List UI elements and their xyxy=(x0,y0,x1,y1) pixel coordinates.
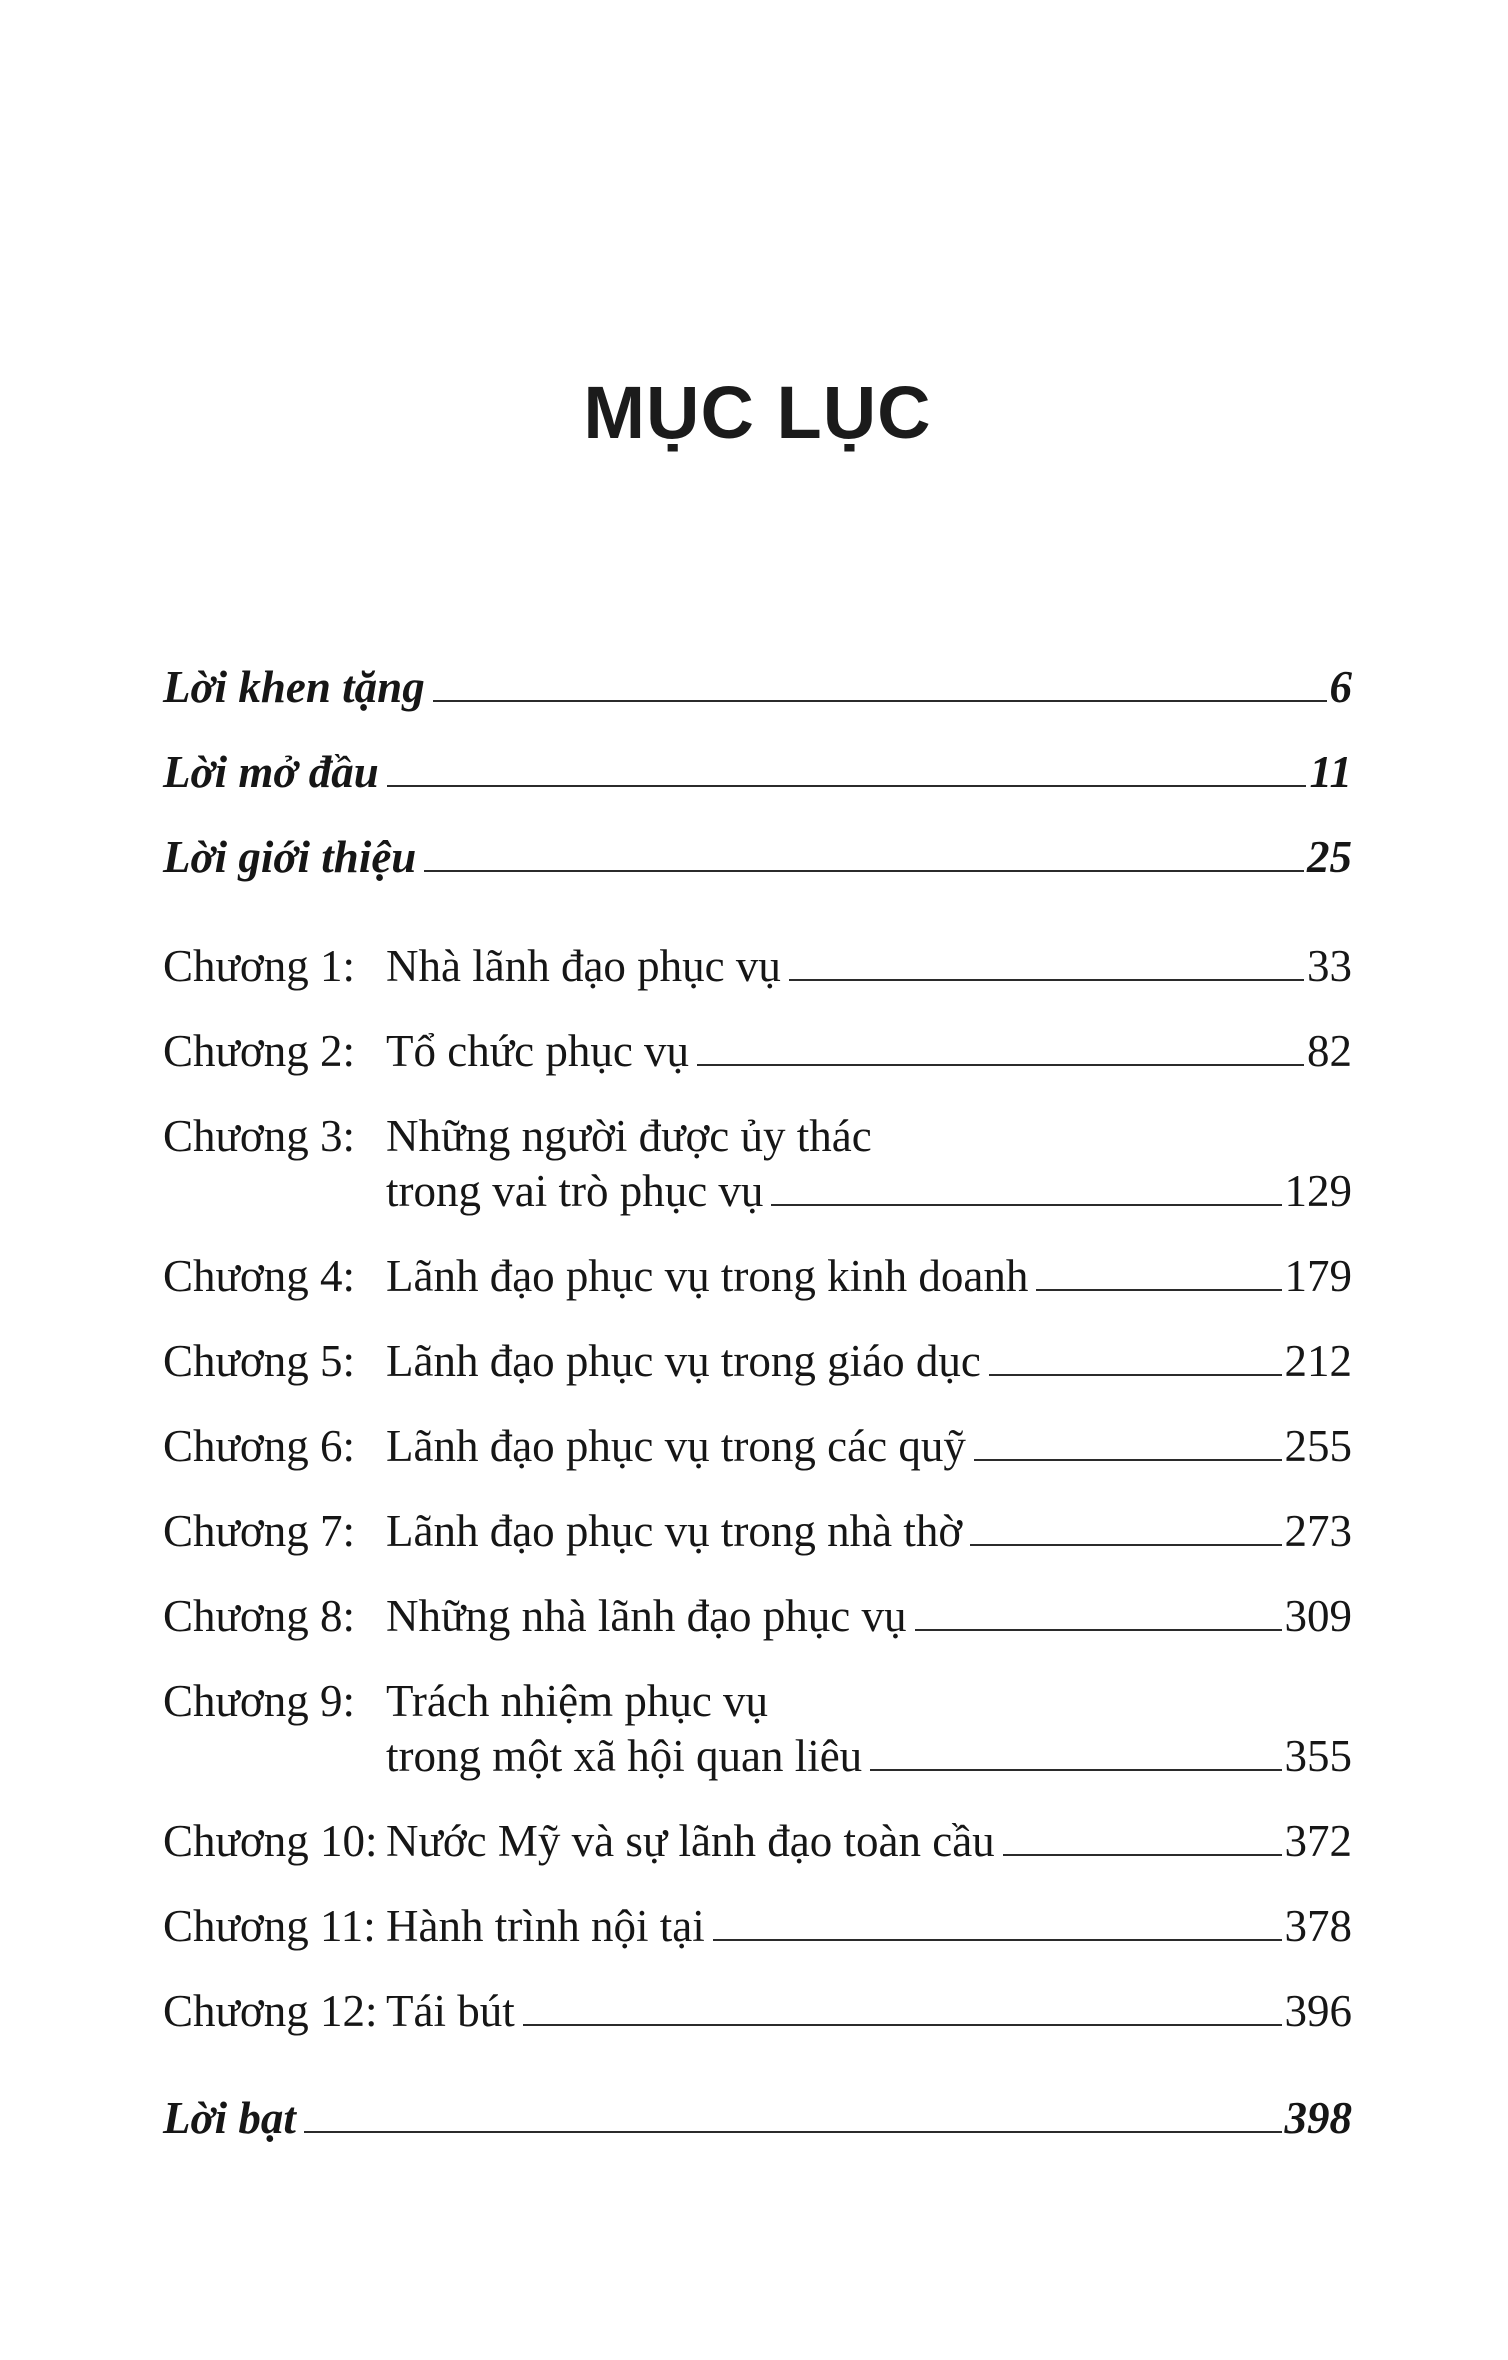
chapter-label: Chương 10: xyxy=(163,1816,378,1867)
chapter-title: Những nhà lãnh đạo phục vụ xyxy=(386,1591,907,1642)
leader-line xyxy=(304,2131,1282,2133)
toc-entry-page: 273 xyxy=(1284,1506,1352,1557)
chapter-label: Chương 1: xyxy=(163,941,355,992)
chapter-label: Chương 6: xyxy=(163,1421,355,1472)
toc-list xyxy=(163,660,1352,2176)
chapter-entry xyxy=(163,1504,1352,1559)
leader-line xyxy=(789,979,1304,981)
chapter-title-line2-row xyxy=(386,1164,1352,1219)
chapter-title: Lãnh đạo phục vụ trong các quỹ xyxy=(386,1421,966,1472)
leader-line xyxy=(387,785,1307,787)
chapter-entry xyxy=(163,939,1352,994)
chapter-entry xyxy=(163,1814,1352,1869)
toc-entry-page: 82 xyxy=(1307,1026,1352,1077)
toc-entry-label: Lời khen tặng xyxy=(163,662,425,713)
leader-line xyxy=(970,1544,1281,1546)
leader-line xyxy=(1003,1854,1282,1856)
chapter-title: Lãnh đạo phục vụ trong nhà thờ xyxy=(386,1506,963,1557)
chapter-label: Chương 11: xyxy=(163,1901,376,1952)
leader-line xyxy=(1036,1289,1281,1291)
chapter-label: Chương 5: xyxy=(163,1336,355,1387)
toc-entry-page: 11 xyxy=(1309,747,1352,798)
toc-entry xyxy=(163,830,1352,885)
toc-entry-page: 179 xyxy=(1284,1251,1352,1302)
leader-line xyxy=(713,1939,1282,1941)
toc-entry-label: Lời mở đầu xyxy=(163,747,379,798)
toc-entry-page: 398 xyxy=(1284,2093,1352,2144)
chapter-label: Chương 8: xyxy=(163,1591,355,1642)
chapter-title-line2-row xyxy=(386,1729,1352,1784)
toc-entry-page: 212 xyxy=(1284,1336,1352,1387)
chapters-group xyxy=(163,939,1352,2069)
chapter-entry xyxy=(163,1249,1352,1304)
chapter-title: Lãnh đạo phục vụ trong giáo dục xyxy=(386,1336,981,1387)
toc-entry-page: 396 xyxy=(1284,1986,1352,2037)
chapter-title: Tái bút xyxy=(386,1986,515,2037)
chapter-title-block xyxy=(386,1674,1352,1784)
chapter-entry xyxy=(163,1674,1352,1784)
chapter-title: Nước Mỹ và sự lãnh đạo toàn cầu xyxy=(386,1816,995,1867)
front-matter-group xyxy=(163,660,1352,915)
chapter-label: Chương 9: xyxy=(163,1676,355,1727)
leader-line xyxy=(870,1769,1281,1771)
chapter-entry xyxy=(163,1109,1352,1219)
chapter-label: Chương 12: xyxy=(163,1986,378,2037)
chapter-title: Nhà lãnh đạo phục vụ xyxy=(386,941,781,992)
leader-line xyxy=(424,870,1304,872)
toc-entry-page: 33 xyxy=(1307,941,1352,992)
page-title: MỤC LỤC xyxy=(583,371,932,454)
back-matter-group xyxy=(163,2091,1352,2176)
leader-line xyxy=(771,1204,1281,1206)
toc-entry xyxy=(163,660,1352,715)
chapter-entry xyxy=(163,1419,1352,1474)
toc-entry-page: 25 xyxy=(1307,832,1352,883)
chapter-entry xyxy=(163,1984,1352,2039)
chapter-label: Chương 2: xyxy=(163,1026,355,1077)
toc-entry-label: Lời bạt xyxy=(163,2093,296,2144)
chapter-title-line2: trong một xã hội quan liêu xyxy=(386,1731,863,1782)
toc-entry-page: 255 xyxy=(1284,1421,1352,1472)
chapter-title-block xyxy=(386,1109,1352,1219)
chapter-title: Hành trình nội tại xyxy=(386,1901,705,1952)
leader-line xyxy=(523,2024,1282,2026)
chapter-entry xyxy=(163,1334,1352,1389)
chapter-title: Tổ chức phục vụ xyxy=(386,1026,690,1077)
chapter-entry xyxy=(163,1899,1352,1954)
chapter-label: Chương 3: xyxy=(163,1111,355,1162)
leader-line xyxy=(433,700,1327,702)
toc-entry xyxy=(163,745,1352,800)
chapter-entry xyxy=(163,1024,1352,1079)
chapter-title-line1: Những người được ủy thác xyxy=(386,1111,872,1162)
toc-entry-page: 372 xyxy=(1284,1816,1352,1867)
toc-entry-page: 129 xyxy=(1284,1166,1352,1217)
toc-entry xyxy=(163,2091,1352,2146)
leader-line xyxy=(974,1459,1282,1461)
chapter-entry xyxy=(163,1589,1352,1644)
chapter-title-line2: trong vai trò phục vụ xyxy=(386,1166,764,1217)
chapter-label: Chương 7: xyxy=(163,1506,355,1557)
leader-line xyxy=(915,1629,1282,1631)
toc-entry-page: 6 xyxy=(1329,662,1352,713)
chapter-title: Lãnh đạo phục vụ trong kinh doanh xyxy=(386,1251,1029,1302)
toc-entry-page: 355 xyxy=(1284,1731,1352,1782)
toc-entry-page: 309 xyxy=(1284,1591,1352,1642)
toc-entry-label: Lời giới thiệu xyxy=(163,832,417,883)
toc-entry-page: 378 xyxy=(1284,1901,1352,1952)
leader-line xyxy=(989,1374,1282,1376)
chapter-label: Chương 4: xyxy=(163,1251,355,1302)
leader-line xyxy=(697,1064,1304,1066)
chapter-title-line1: Trách nhiệm phục vụ xyxy=(386,1676,769,1727)
